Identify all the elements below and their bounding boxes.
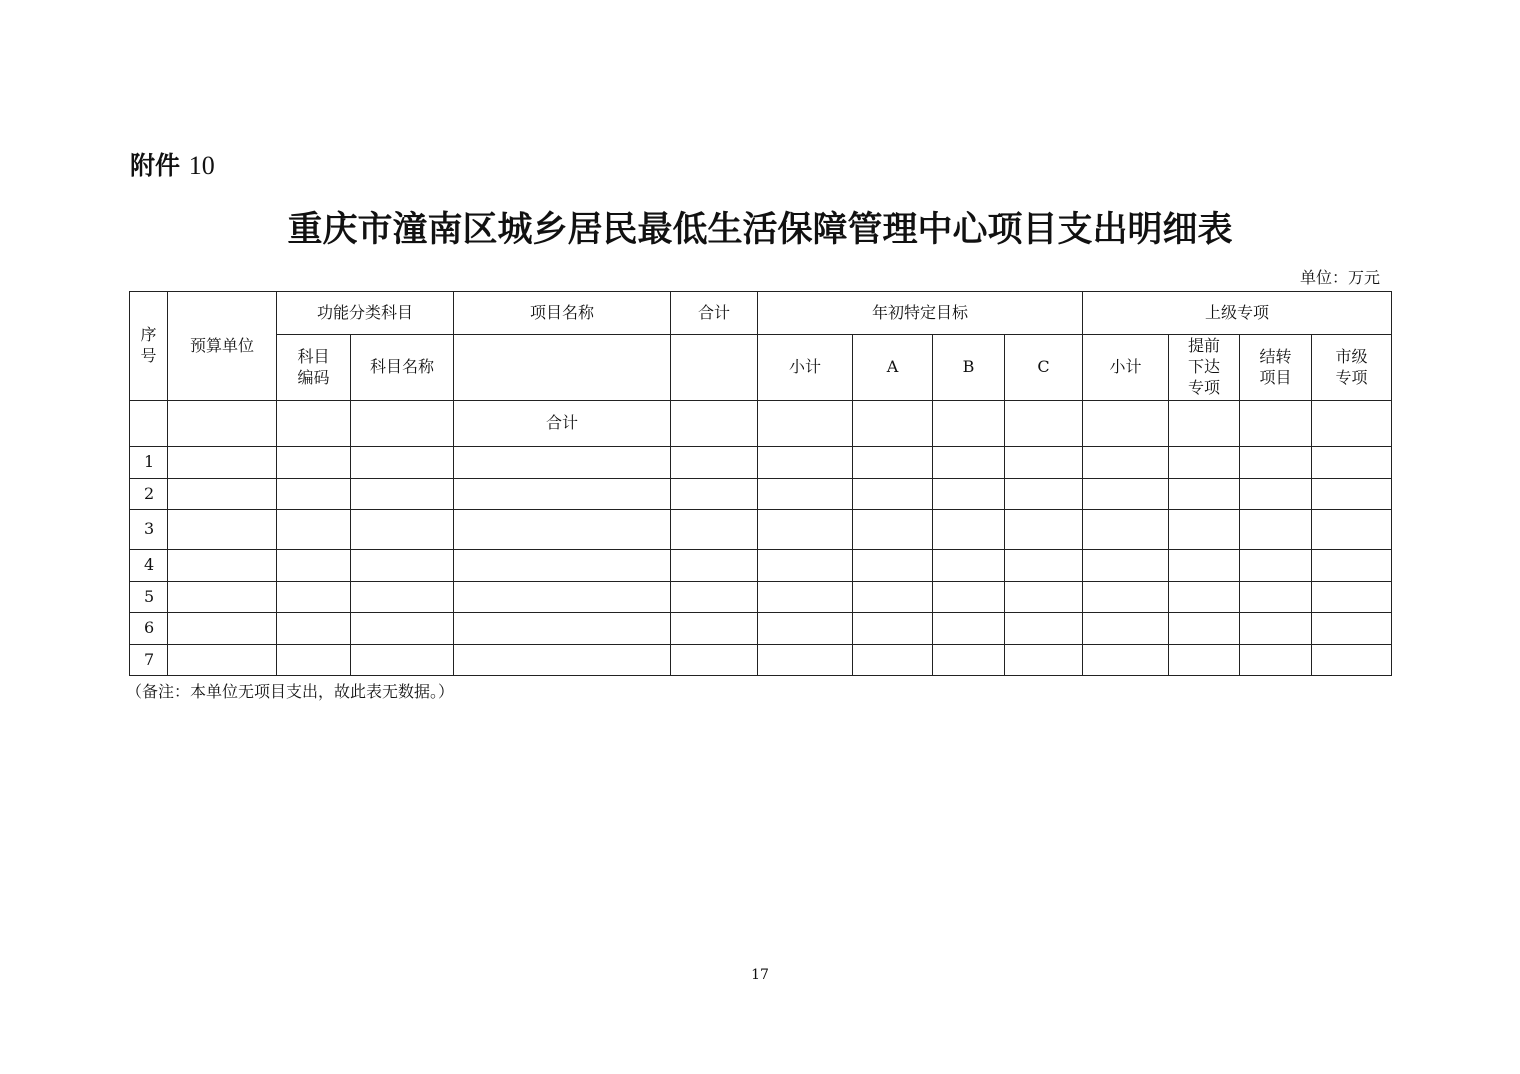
unit-label: 单位：万元 [1299, 268, 1380, 287]
header-row-1 [130, 292, 1392, 335]
header-function-class: 功能分类科目 [277, 292, 454, 335]
header-project-name-blank [454, 335, 671, 401]
attachment-label [130, 146, 215, 182]
header-b: B [933, 335, 1005, 401]
header-row-2 [130, 335, 1392, 401]
page-title: 重庆市潼南区城乡居民最低生活保障管理中心项目支出明细表 [287, 209, 1233, 250]
table-row [130, 613, 1392, 645]
row-seq: 5 [130, 582, 168, 613]
header-budget-unit: 预算单位 [168, 292, 277, 401]
header-carryover: 结转项目 [1240, 335, 1312, 401]
header-total: 合计 [671, 292, 758, 335]
table-row [130, 447, 1392, 479]
header-superior-special: 上级专项 [1083, 292, 1392, 335]
row-seq: 1 [130, 447, 168, 479]
row-seq: 4 [130, 550, 168, 582]
row-seq: 7 [130, 645, 168, 676]
header-superior-subtotal: 小计 [1083, 335, 1169, 401]
table-row [130, 479, 1392, 510]
header-seq: 序号 [130, 292, 168, 401]
total-row [130, 401, 1392, 447]
header-project-name: 项目名称 [454, 292, 671, 335]
header-total-blank [671, 335, 758, 401]
expenditure-table [129, 291, 1392, 676]
attachment-number: 10 [188, 151, 215, 180]
header-advance-special: 提前下达专项 [1169, 335, 1240, 401]
header-a: A [853, 335, 933, 401]
header-annual-target: 年初特定目标 [758, 292, 1083, 335]
row-seq: 6 [130, 613, 168, 645]
table-note: （备注：本单位无项目支出，故此表无数据。） [126, 682, 455, 701]
table-row [130, 582, 1392, 613]
header-subject-name: 科目名称 [351, 335, 454, 401]
header-subject-code: 科目编码 [277, 335, 351, 401]
header-annual-subtotal: 小计 [758, 335, 853, 401]
page-number: 17 [751, 967, 769, 983]
attachment-text: 附件 [130, 151, 181, 180]
table-row [130, 645, 1392, 676]
header-c: C [1005, 335, 1083, 401]
table-row [130, 550, 1392, 582]
row-seq: 2 [130, 479, 168, 510]
total-row-label: 合计 [454, 401, 671, 447]
header-city-special: 市级专项 [1312, 335, 1392, 401]
table-row [130, 510, 1392, 550]
row-seq: 3 [130, 510, 168, 550]
